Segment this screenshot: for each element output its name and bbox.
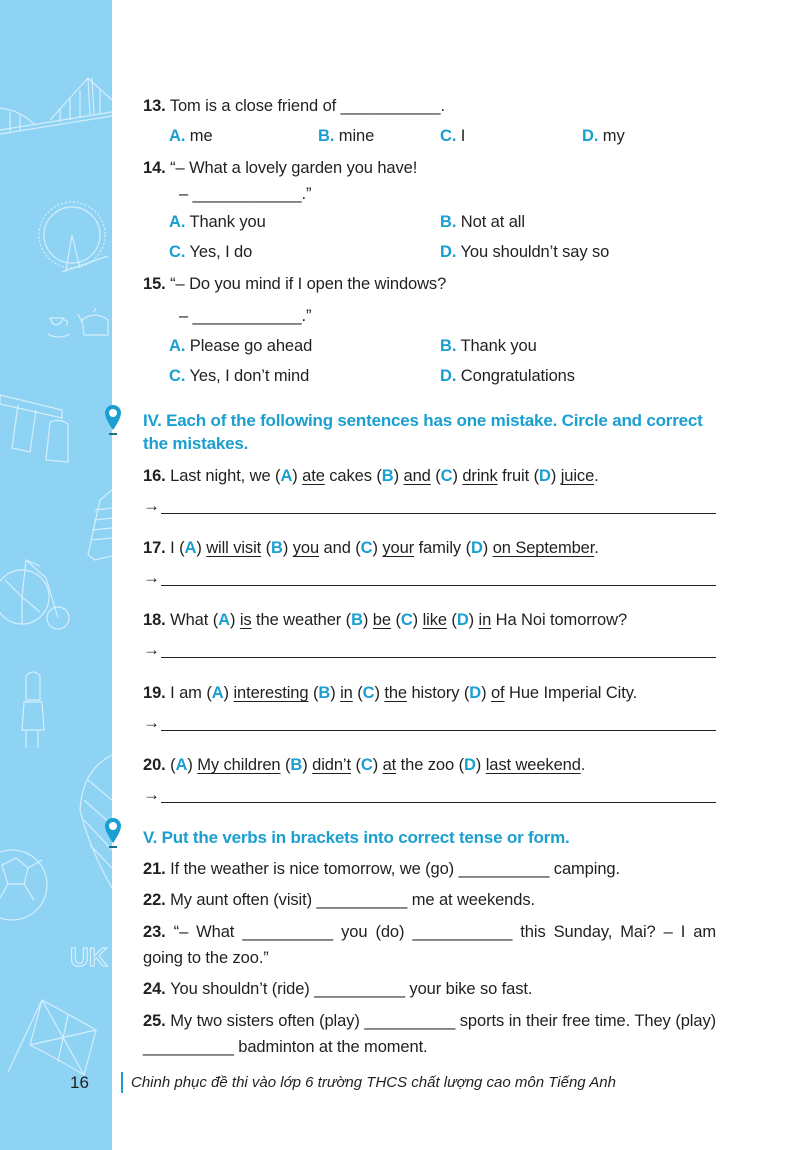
underlined-segment[interactable]: is bbox=[239, 611, 252, 629]
sentence-text: and bbox=[319, 539, 356, 557]
option-15-b[interactable] bbox=[440, 336, 537, 356]
underlined-segment[interactable]: of bbox=[490, 684, 505, 702]
choice-marker[interactable]: (A) bbox=[206, 684, 234, 702]
decorative-sidebar bbox=[0, 0, 112, 1150]
verb-question-25 bbox=[143, 1008, 716, 1060]
underlined-segment[interactable]: your bbox=[382, 539, 415, 557]
underlined-segment[interactable]: on September bbox=[492, 539, 595, 557]
answer-line[interactable] bbox=[143, 568, 716, 588]
option-14-a[interactable] bbox=[169, 212, 266, 232]
question-number: 13. bbox=[143, 97, 166, 115]
ferris-wheel-icon bbox=[39, 202, 108, 272]
map-pin-icon bbox=[104, 404, 122, 438]
choice-letter: B bbox=[290, 756, 303, 774]
arrow-icon: → bbox=[143, 785, 160, 804]
question-stem: Tom is a close friend of ___________. bbox=[169, 97, 445, 115]
option-text: You shouldn’t say so bbox=[460, 243, 610, 261]
question-15-response: – ____________.” bbox=[179, 307, 312, 325]
option-13-b[interactable] bbox=[318, 126, 374, 146]
question-15 bbox=[143, 274, 446, 294]
choice-marker[interactable]: (B) bbox=[285, 756, 313, 774]
option-letter: A. bbox=[169, 337, 186, 355]
choice-letter: D bbox=[470, 539, 483, 557]
choice-marker[interactable]: (D) bbox=[465, 539, 493, 557]
choice-letter: D bbox=[469, 684, 482, 702]
question-number: 19. bbox=[143, 684, 171, 702]
error-sentence-17 bbox=[143, 538, 599, 558]
option-15-d[interactable] bbox=[440, 366, 575, 386]
choice-letter: A bbox=[218, 611, 230, 629]
choice-marker[interactable]: (C) bbox=[357, 684, 385, 702]
fill-blank[interactable]: __________ bbox=[316, 891, 408, 909]
question-number: 23. bbox=[143, 923, 174, 941]
choice-marker[interactable]: (D) bbox=[451, 611, 479, 629]
choice-marker[interactable]: (A) bbox=[275, 467, 303, 485]
football-icon bbox=[0, 850, 47, 920]
choice-marker[interactable]: (D) bbox=[463, 684, 491, 702]
choice-letter: B bbox=[318, 684, 331, 702]
choice-letter: A bbox=[211, 684, 224, 702]
underlined-segment[interactable]: at bbox=[382, 756, 397, 774]
sentence-text: badminton at the moment. bbox=[233, 1038, 428, 1056]
sidebar-illustrations bbox=[0, 0, 112, 1150]
underlined-segment[interactable]: didn’t bbox=[312, 756, 351, 774]
verb-question-22 bbox=[143, 890, 535, 910]
sentence-text: camping. bbox=[549, 860, 620, 878]
choice-letter: D bbox=[539, 467, 551, 485]
choice-marker[interactable]: (A) bbox=[212, 611, 240, 629]
underlined-segment[interactable]: drink bbox=[462, 467, 498, 485]
choice-letter: C bbox=[440, 467, 453, 485]
fill-blank[interactable]: __________ bbox=[314, 980, 405, 998]
option-text: my bbox=[602, 127, 625, 145]
choice-letter: D bbox=[463, 756, 476, 774]
error-sentence-18 bbox=[143, 610, 627, 630]
underlined-segment[interactable]: like bbox=[422, 611, 447, 629]
sentence-text: Ha Noi tomorrow? bbox=[491, 611, 628, 629]
underlined-segment[interactable]: will visit bbox=[206, 539, 262, 557]
underlined-segment[interactable]: be bbox=[372, 611, 391, 629]
question-number: 20. bbox=[143, 756, 171, 774]
sentence-text: your bike so fast. bbox=[404, 980, 533, 998]
choice-marker[interactable]: (C) bbox=[395, 611, 423, 629]
sentence-text: the zoo bbox=[396, 756, 459, 774]
section-iv-heading: IV. Each of the following sentences has one mistake. Circle and correct the mistakes. bbox=[143, 411, 703, 453]
fill-blank[interactable]: ___________ bbox=[412, 923, 513, 941]
teapot-icon bbox=[78, 308, 108, 335]
sentence-text: You shouldn’t (ride) bbox=[170, 980, 315, 998]
option-letter: D. bbox=[440, 243, 457, 261]
stonehenge-icon bbox=[0, 395, 68, 462]
option-letter: B. bbox=[440, 337, 457, 355]
question-number: 17. bbox=[143, 539, 171, 557]
arrow-icon: → bbox=[143, 713, 160, 732]
choice-letter: B bbox=[271, 539, 283, 557]
option-letter: D. bbox=[582, 127, 599, 145]
answer-line[interactable] bbox=[143, 713, 716, 733]
option-15-c[interactable] bbox=[169, 366, 309, 386]
underlined-segment[interactable]: the bbox=[384, 684, 407, 702]
choice-marker[interactable]: (C) bbox=[435, 467, 463, 485]
option-letter: C. bbox=[440, 127, 457, 145]
sentence-text: this Sunday, Mai? – I am going to the zoo.” bbox=[143, 923, 717, 967]
sentence-text: sports in their free time. They (play) bbox=[455, 1012, 716, 1030]
question-number: 16. bbox=[143, 467, 171, 485]
option-13-c[interactable] bbox=[440, 126, 465, 146]
arrow-icon: → bbox=[143, 496, 160, 515]
arrow-icon: → bbox=[143, 568, 160, 587]
option-text: I bbox=[460, 127, 466, 145]
sentence-text: I bbox=[170, 539, 180, 557]
question-number: 21. bbox=[143, 860, 171, 878]
choice-letter: A bbox=[175, 756, 188, 774]
penny-farthing-bicycle-icon bbox=[0, 560, 69, 629]
option-letter: A. bbox=[169, 127, 186, 145]
sentence-text: you (do) bbox=[333, 923, 413, 941]
sentence-text: My two sisters often (play) bbox=[170, 1012, 365, 1030]
error-sentence-20 bbox=[143, 755, 585, 775]
option-letter: D. bbox=[440, 367, 457, 385]
choice-marker[interactable]: (D) bbox=[533, 467, 561, 485]
sentence-text: What bbox=[170, 611, 213, 629]
question-13 bbox=[143, 96, 445, 116]
sentence-text: cakes bbox=[324, 467, 377, 485]
option-text: Yes, I do bbox=[189, 243, 253, 261]
option-14-b[interactable] bbox=[440, 212, 525, 232]
sentence-text: fruit bbox=[497, 467, 534, 485]
choice-marker[interactable]: (B) bbox=[345, 611, 373, 629]
question-number: 18. bbox=[143, 611, 171, 629]
underlined-segment[interactable]: last weekend bbox=[485, 756, 581, 774]
fill-blank[interactable]: __________ bbox=[143, 1038, 234, 1056]
option-text: Thank you bbox=[460, 337, 537, 355]
fill-blank[interactable]: __________ bbox=[242, 923, 334, 941]
option-text: Not at all bbox=[460, 213, 525, 231]
sentence-text: . bbox=[594, 467, 599, 485]
answer-line[interactable] bbox=[143, 640, 716, 660]
choice-letter: C bbox=[360, 756, 373, 774]
phone-booth-icon bbox=[88, 490, 112, 560]
option-letter: B. bbox=[440, 213, 457, 231]
sentence-text: history bbox=[406, 684, 464, 702]
underlined-segment[interactable]: juice bbox=[560, 467, 595, 485]
underlined-segment[interactable]: My children bbox=[197, 756, 281, 774]
bridge-icon bbox=[0, 78, 112, 134]
fill-blank[interactable]: __________ bbox=[458, 860, 550, 878]
option-15-a[interactable] bbox=[169, 336, 312, 356]
underlined-segment[interactable]: interesting bbox=[233, 684, 309, 702]
error-sentence-16 bbox=[143, 466, 599, 486]
choice-marker[interactable]: (C) bbox=[355, 539, 383, 557]
choice-letter: C bbox=[360, 539, 373, 557]
option-text: mine bbox=[338, 127, 375, 145]
question-number: 14. bbox=[143, 159, 166, 177]
option-letter: C. bbox=[169, 367, 186, 385]
option-text: Please go ahead bbox=[189, 337, 313, 355]
choice-letter: B bbox=[351, 611, 363, 629]
sentence-text: I am bbox=[170, 684, 207, 702]
verb-question-23 bbox=[143, 919, 716, 971]
choice-letter: C bbox=[362, 684, 375, 702]
arrow-icon: → bbox=[143, 640, 160, 659]
question-number: 24. bbox=[143, 980, 171, 998]
option-text: Thank you bbox=[189, 213, 266, 231]
option-14-c[interactable] bbox=[169, 242, 252, 262]
underlined-segment[interactable]: in bbox=[340, 684, 353, 702]
book-title: Chinh phục đề thi vào lớp 6 trường THCS chất lượng cao môn Tiếng Anh bbox=[131, 1074, 616, 1091]
option-letter: C. bbox=[169, 243, 186, 261]
choice-marker[interactable]: (B) bbox=[312, 684, 341, 702]
option-13-a[interactable] bbox=[169, 126, 213, 146]
page-number: 16 bbox=[70, 1073, 89, 1092]
verb-question-24 bbox=[143, 979, 532, 999]
option-text: Congratulations bbox=[460, 367, 575, 385]
choice-letter: A bbox=[184, 539, 197, 557]
verb-question-21 bbox=[143, 859, 620, 879]
choice-marker[interactable]: (A) bbox=[170, 756, 198, 774]
question-number: 25. bbox=[143, 1012, 171, 1030]
underlined-segment[interactable]: in bbox=[478, 611, 492, 629]
answer-rule bbox=[161, 802, 716, 803]
choice-marker[interactable]: (A) bbox=[179, 539, 207, 557]
underlined-segment[interactable]: you bbox=[292, 539, 320, 557]
underlined-segment[interactable]: and bbox=[403, 467, 431, 485]
option-text: me bbox=[189, 127, 213, 145]
fill-blank[interactable]: __________ bbox=[364, 1012, 456, 1030]
royal-guard-icon bbox=[22, 672, 44, 748]
answer-rule bbox=[161, 513, 716, 514]
uk-text: UK bbox=[70, 942, 108, 972]
answer-line[interactable] bbox=[143, 496, 716, 516]
option-14-d[interactable] bbox=[440, 242, 609, 262]
choice-marker[interactable]: (B) bbox=[376, 467, 404, 485]
choice-letter: D bbox=[456, 611, 469, 629]
footer-divider bbox=[121, 1072, 123, 1093]
option-13-d[interactable] bbox=[582, 126, 625, 146]
sentence-text: “– What bbox=[173, 923, 243, 941]
map-pin-icon bbox=[104, 817, 122, 851]
question-number: 22. bbox=[143, 891, 171, 909]
sentence-text: . bbox=[580, 756, 586, 774]
sentence-text: My aunt often (visit) bbox=[170, 891, 317, 909]
section-v-heading: V. Put the verbs in brackets into correct tense or form. bbox=[143, 828, 570, 847]
choice-letter: B bbox=[381, 467, 394, 485]
error-sentence-19 bbox=[143, 683, 637, 703]
underlined-segment[interactable]: ate bbox=[302, 467, 325, 485]
sentence-text: me at weekends. bbox=[407, 891, 535, 909]
question-number: 15. bbox=[143, 275, 166, 293]
choice-letter: C bbox=[400, 611, 413, 629]
answer-line[interactable] bbox=[143, 785, 716, 805]
answer-rule bbox=[161, 657, 716, 658]
union-jack-flag-icon bbox=[8, 1000, 96, 1075]
answer-rule bbox=[161, 730, 716, 731]
sentence-text: the weather bbox=[251, 611, 346, 629]
sentence-text: If the weather is nice tomorrow, we (go) bbox=[170, 860, 459, 878]
option-letter: B. bbox=[318, 127, 335, 145]
option-letter: A. bbox=[169, 213, 186, 231]
question-stem: “– What a lovely garden you have! bbox=[170, 159, 418, 177]
option-text: Yes, I don’t mind bbox=[189, 367, 310, 385]
question-stem: “– Do you mind if I open the windows? bbox=[170, 275, 447, 293]
sentence-text: Last night, we bbox=[170, 467, 276, 485]
choice-marker[interactable]: (D) bbox=[458, 756, 486, 774]
sentence-text: . bbox=[594, 539, 599, 557]
sentence-text: family bbox=[414, 539, 466, 557]
answer-rule bbox=[161, 585, 716, 586]
choice-marker[interactable]: (C) bbox=[355, 756, 383, 774]
question-14 bbox=[143, 158, 417, 178]
question-14-response: – ____________.” bbox=[179, 185, 312, 203]
teacup-icon bbox=[48, 318, 70, 337]
choice-letter: A bbox=[280, 467, 293, 485]
choice-marker[interactable]: (B) bbox=[265, 539, 293, 557]
sentence-text: Hue Imperial City. bbox=[504, 684, 638, 702]
